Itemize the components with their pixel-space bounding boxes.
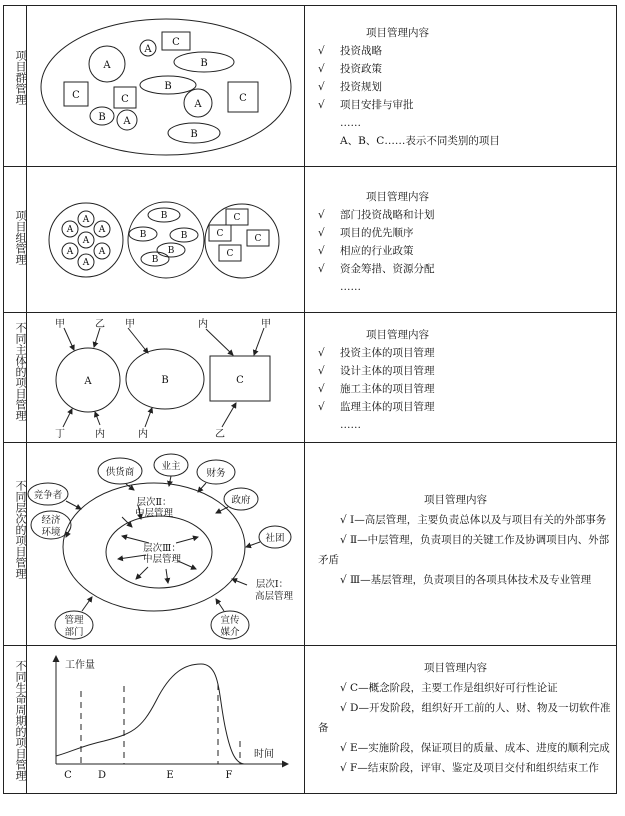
levels-diagram <box>26 443 304 645</box>
node-label: A <box>82 236 90 246</box>
content-item: 设计主体的项目管理 <box>340 365 435 377</box>
stakeholder-label: 财务 <box>206 468 226 479</box>
ellipsis: …… <box>340 281 361 293</box>
phase-label: C <box>64 770 72 781</box>
content-note: A、B、C……表示不同类别的项目 <box>340 135 500 147</box>
stakeholder-label: 媒介 <box>220 627 240 638</box>
stakeholder-label: 政府 <box>231 495 251 506</box>
row-label-portfolio: 项目组管理 <box>14 210 27 265</box>
content-item: Ⅰ—高层管理，主要负责总体以及与项目有关的外部事务 <box>350 514 607 526</box>
row-label-levels: 不同层次的项目管理 <box>14 480 27 579</box>
row-label-program: 项目群管理 <box>14 50 27 105</box>
check-mark: √ <box>340 514 347 526</box>
check-mark: √ <box>318 365 325 377</box>
stakeholder-label: 业主 <box>161 461 181 472</box>
stakeholder-label: 宣传 <box>220 615 240 626</box>
check-mark: √ <box>318 63 325 75</box>
node-label: B <box>167 246 175 256</box>
check-mark: √ <box>318 401 325 413</box>
row-label-subjects: 不同主体的项目管理 <box>14 322 27 421</box>
rect-c-label: C <box>236 375 244 386</box>
node-label: C <box>172 37 180 48</box>
node-label: A <box>82 258 90 268</box>
circle-b-label: B <box>161 375 169 386</box>
node-label: C <box>226 249 234 259</box>
party-label: 甲 <box>55 319 65 330</box>
stakeholder-label: 管理 <box>64 615 84 626</box>
check-mark: √ <box>340 742 347 754</box>
stakeholder-label: 竞争者 <box>33 490 63 501</box>
party-label: 内 <box>95 429 105 440</box>
party-label: 甲 <box>261 319 271 330</box>
y-axis-label: 工作量 <box>65 660 95 671</box>
circle-a-label: A <box>84 376 92 387</box>
stakeholder-label: 部门 <box>64 627 84 638</box>
content-item: 项目安排与审批 <box>340 99 414 111</box>
stakeholder-label: 社团 <box>265 533 285 544</box>
level1-label: 高层管理 <box>254 591 294 602</box>
party-label: 乙 <box>215 429 225 440</box>
node-label: C <box>121 94 129 105</box>
subjects-diagram <box>26 313 304 442</box>
party-label: 内 <box>138 429 148 440</box>
node-label: A <box>82 215 90 225</box>
check-mark: √ <box>318 245 325 257</box>
level2-label: 中层管理 <box>134 508 174 519</box>
content-item: Ⅲ—基层管理，负责项目的各项具体技术及专业管理 <box>350 574 592 586</box>
check-mark: √ <box>318 227 325 239</box>
content-item: 相应的行业政策 <box>340 245 414 257</box>
content-item: E—实施阶段，保证项目的质量、成本、进度的顺利完成 <box>350 742 610 754</box>
phase-label: F <box>225 770 233 781</box>
content-title: 项目管理内容 <box>366 329 429 341</box>
level3-label: 中层管理 <box>142 554 182 565</box>
program-diagram <box>26 6 304 166</box>
content-item: D—开发阶段，组织好开工前的人、财、物及一切软件准备 <box>318 702 611 734</box>
lifecycle-chart <box>26 646 304 793</box>
content-title: 项目管理内容 <box>366 191 429 203</box>
content-item: 投资战略 <box>340 45 382 57</box>
node-label: B <box>190 129 198 140</box>
party-label: 内 <box>198 319 208 330</box>
node-label: A <box>103 60 111 71</box>
check-mark: √ <box>340 574 347 586</box>
content-title: 项目管理内容 <box>424 662 487 674</box>
content-item: 投资规划 <box>340 81 382 93</box>
phase-label: D <box>97 770 107 781</box>
level3-label: 层次Ⅲ： <box>143 543 181 554</box>
check-mark: √ <box>318 209 325 221</box>
portfolio-diagram <box>26 196 304 308</box>
check-mark: √ <box>318 45 325 57</box>
content-title: 项目管理内容 <box>366 27 429 39</box>
node-label: C <box>239 93 247 104</box>
check-mark: √ <box>340 702 347 714</box>
node-label: A <box>144 44 152 55</box>
phase-label: E <box>166 770 174 781</box>
levels-content <box>318 490 616 590</box>
node-label: A <box>98 247 106 257</box>
x-axis-label: 时间 <box>254 749 274 760</box>
node-label: C <box>254 234 262 244</box>
content-item: F—结束阶段，评审、鉴定及项目交付和组织结束工作 <box>350 762 599 774</box>
node-label: A <box>98 225 106 235</box>
check-mark: √ <box>318 99 325 111</box>
level2-label: 层次Ⅱ： <box>136 497 172 508</box>
check-mark: √ <box>318 383 325 395</box>
stakeholder-label: 环境 <box>41 527 61 538</box>
row-label-lifecycle: 不同生命周期的项目管理 <box>14 660 27 781</box>
node-label: A <box>66 225 74 235</box>
check-mark: √ <box>340 682 347 694</box>
subjects-content <box>318 326 616 434</box>
content-title: 项目管理内容 <box>424 494 487 506</box>
content-item: C—概念阶段，主要工作是组织好可行性论证 <box>350 682 558 694</box>
node-label: C <box>72 90 80 101</box>
node-label: B <box>160 211 168 221</box>
party-label: 丁 <box>55 429 65 440</box>
lifecycle-content <box>318 658 616 778</box>
program-content <box>318 24 616 150</box>
node-label: B <box>180 231 188 241</box>
stakeholder-label: 经济 <box>41 515 61 526</box>
content-item: 投资政策 <box>340 63 382 75</box>
content-item: Ⅱ—中层管理，负责项目的关键工作及协调项目内、外部矛盾 <box>318 534 610 566</box>
portfolio-content <box>318 188 616 296</box>
node-label: B <box>200 58 208 69</box>
node-label: A <box>66 247 74 257</box>
workload-curve <box>56 664 244 764</box>
content-item: 投资主体的项目管理 <box>340 347 435 359</box>
ellipsis: …… <box>340 419 361 431</box>
content-item: 资金筹措、资源分配 <box>340 263 435 275</box>
content-item: 监理主体的项目管理 <box>340 401 435 413</box>
content-item: 项目的优先顺序 <box>340 227 414 239</box>
node-label: C <box>216 229 224 239</box>
stakeholder-label: 供货商 <box>105 467 135 478</box>
check-mark: √ <box>340 534 347 546</box>
node-label: B <box>151 255 159 265</box>
content-item: 部门投资战略和计划 <box>340 209 435 221</box>
content-item: 施工主体的项目管理 <box>340 383 435 395</box>
ellipsis: …… <box>340 117 361 129</box>
node-label: B <box>98 112 106 123</box>
check-mark: √ <box>318 263 325 275</box>
level1-label: 层次Ⅰ： <box>255 579 289 590</box>
node-label: A <box>194 99 202 110</box>
party-label: 甲 <box>125 319 135 330</box>
check-mark: √ <box>318 81 325 93</box>
node-label: A <box>123 116 131 127</box>
node-label: B <box>164 81 172 92</box>
check-mark: √ <box>318 347 325 359</box>
node-label: B <box>139 230 147 240</box>
node-label: C <box>233 213 241 223</box>
check-mark: √ <box>340 762 347 774</box>
party-label: 乙 <box>95 319 105 330</box>
